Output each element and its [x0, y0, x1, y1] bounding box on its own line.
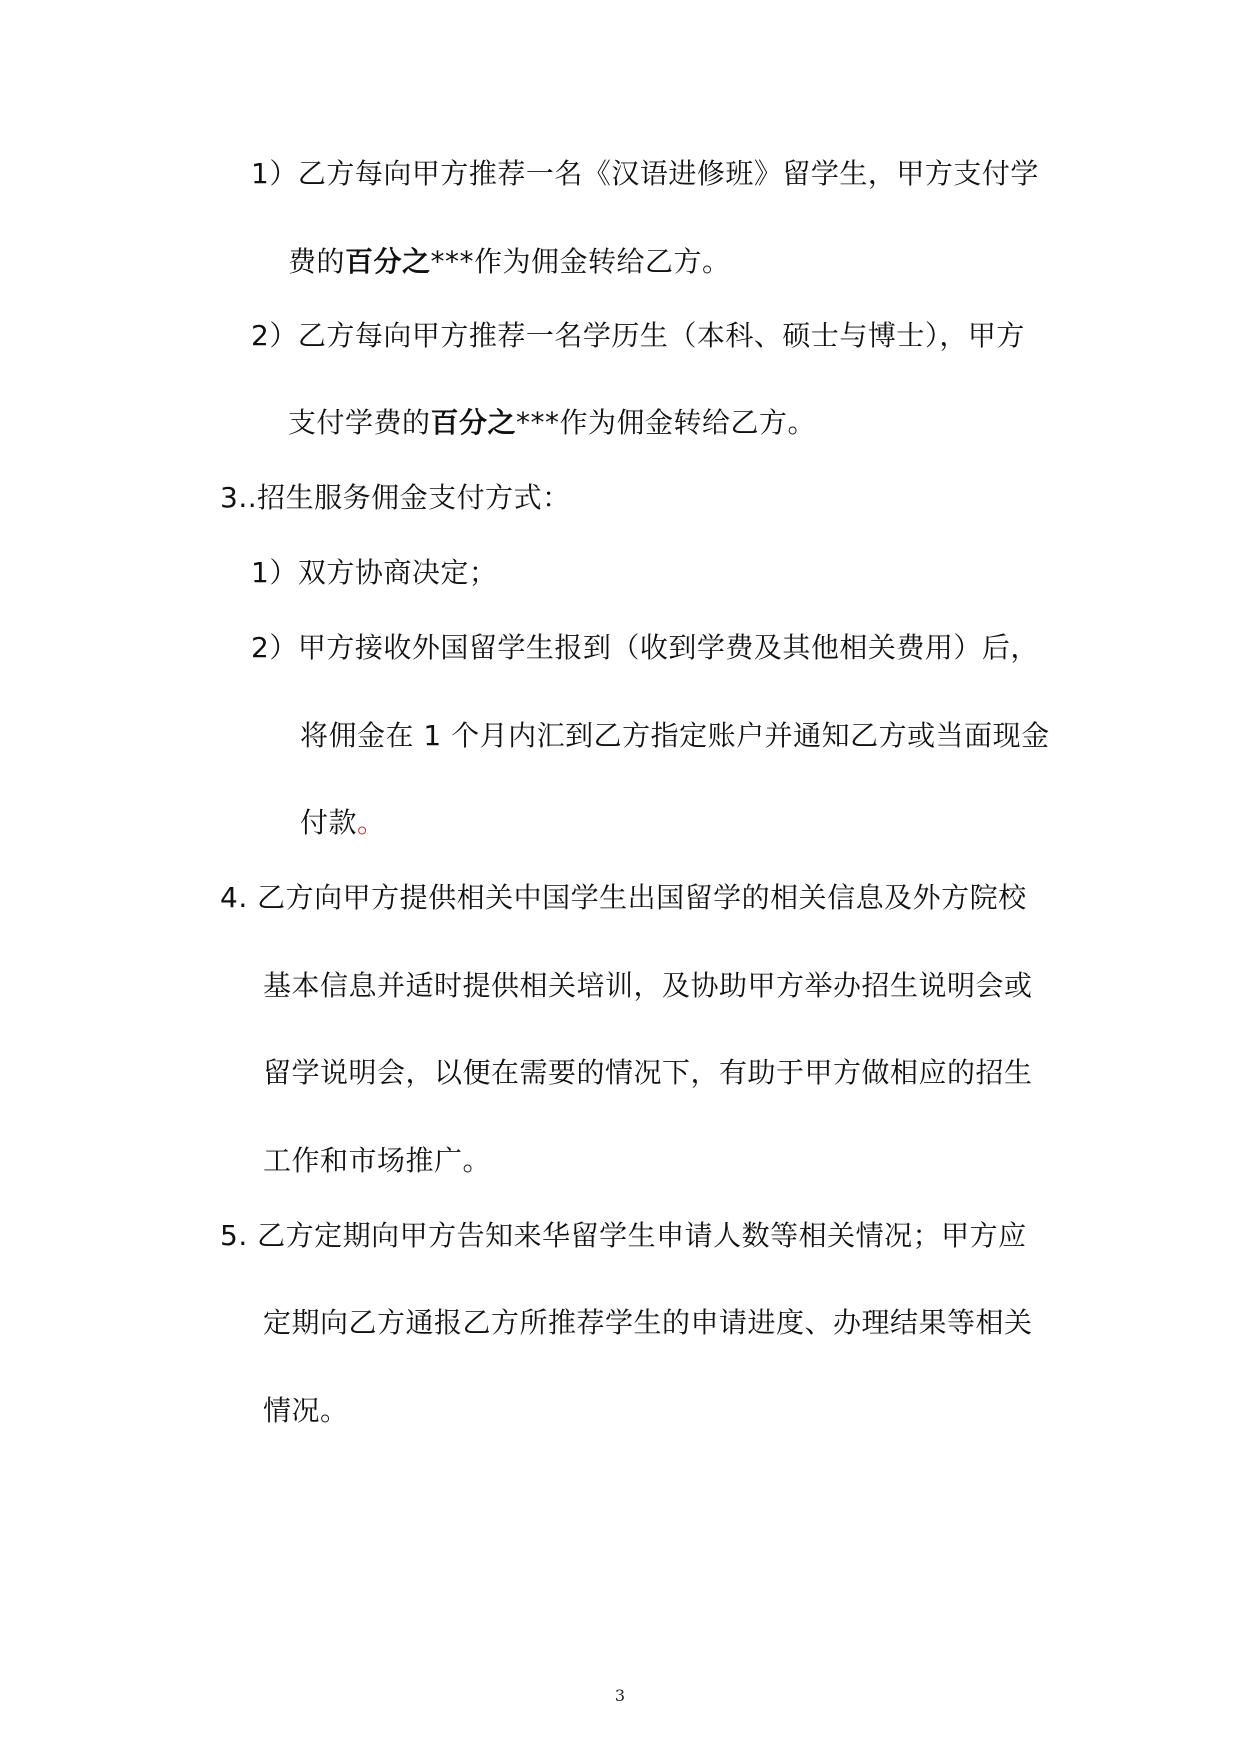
text: ***作为佣金转给乙方。: [430, 245, 731, 278]
text: 将佣金在 1 个月内汇到乙方指定账户并通知乙方或当面现金: [300, 719, 1050, 752]
payment-method-heading: [220, 480, 571, 516]
page-number: 3: [614, 1686, 626, 1705]
clause-4-line-2: [263, 968, 1033, 1004]
text: 费的: [288, 245, 346, 278]
text: 情况。: [263, 1394, 349, 1427]
payment-method-item-2-line-1: [251, 630, 1039, 666]
clause-5-line-2: [263, 1305, 1033, 1341]
payment-method-item-2-line-3: [300, 805, 386, 841]
payment-method-item-1: [251, 555, 497, 591]
bold-text: 百分之: [345, 245, 431, 278]
text: 支付学费的: [288, 406, 431, 439]
clause-4-line-1: [220, 880, 1027, 916]
text: 4. 乙方向甲方提供相关中国学生出国留学的相关信息及外方院校: [220, 881, 1027, 914]
commission-rate-item-2-line-2: [288, 405, 816, 441]
text: 1）双方协商决定；: [251, 556, 498, 589]
clause-5-line-3: [263, 1393, 349, 1429]
text: 付款: [300, 806, 358, 839]
commission-rate-item-1-line-2: [288, 244, 731, 280]
text: 1）乙方每向甲方推荐一名《汉语进修班》留学生，甲方支付学: [251, 157, 1039, 190]
clause-4-line-3: [263, 1055, 1033, 1091]
clause-5-line-1: [220, 1218, 1027, 1254]
text: 2）乙方每向甲方推荐一名学历生（本科、硕士与博士），甲方: [251, 319, 1025, 352]
text: 基本信息并适时提供相关培训，及协助甲方举办招生说明会或: [263, 969, 1033, 1002]
clause-4-line-4: [263, 1143, 491, 1179]
commission-rate-item-1-line-1: [251, 156, 1039, 192]
bold-text: 百分之: [430, 406, 517, 439]
payment-method-item-2-line-2: [300, 718, 1050, 754]
text: 3..招生服务佣金支付方式：: [220, 481, 571, 514]
red-period: 。: [357, 806, 386, 839]
text: 2）甲方接收外国留学生报到（收到学费及其他相关费用）后，: [251, 631, 1039, 664]
text: ***作为佣金转给乙方。: [516, 406, 817, 439]
text: 工作和市场推广。: [263, 1144, 492, 1177]
text: 留学说明会，以便在需要的情况下，有助于甲方做相应的招生: [263, 1056, 1033, 1089]
text: 5. 乙方定期向甲方告知来华留学生申请人数等相关情况；甲方应: [220, 1219, 1027, 1252]
commission-rate-item-2-line-1: [251, 318, 1025, 354]
text: 定期向乙方通报乙方所推荐学生的申请进度、办理结果等相关: [263, 1306, 1033, 1339]
